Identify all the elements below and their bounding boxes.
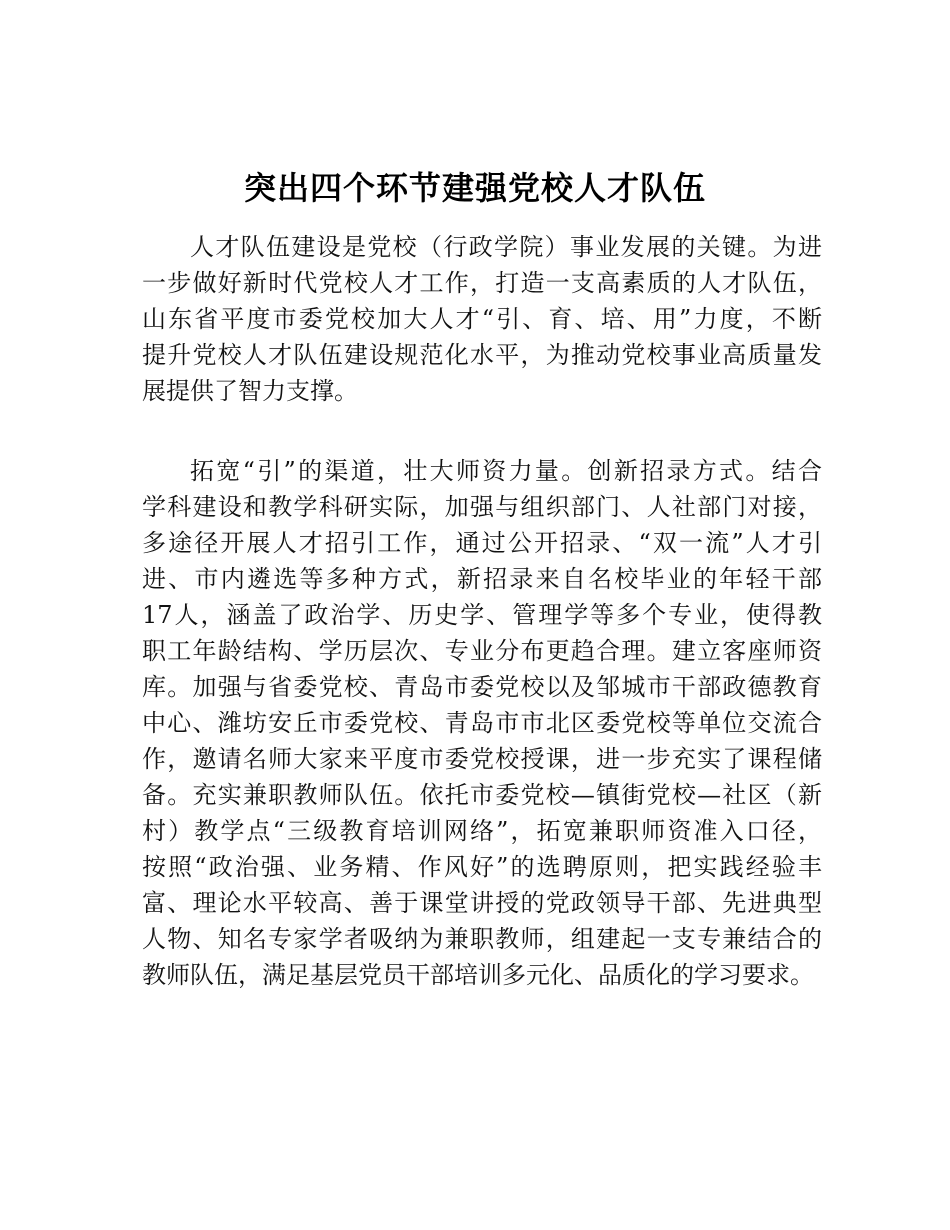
paragraph-recruitment	[142, 453, 822, 993]
paragraph-line: 作，邀请名师大家来平度市委党校授课，进一步充实了课程储	[142, 745, 822, 773]
paragraph-line: 山东省平度市委党校加大人才“引、育、培、用”力度，不断	[142, 305, 822, 333]
paragraph-line: 中心、潍坊安丘市委党校、青岛市市北区委党校等单位交流合	[142, 709, 822, 737]
paragraph-line: 人才队伍建设是党校（行政学院）事业发展的关键。为进	[190, 233, 822, 261]
paragraph-line: 富、理论水平较高、善于课堂讲授的党政领导干部、先进典型	[142, 889, 822, 917]
paragraph-line: 拓宽“引”的渠道，壮大师资力量。创新招录方式。结合	[190, 457, 822, 485]
paragraph-line: 人物、知名专家学者吸纳为兼职教师，组建起一支专兼结合的	[142, 925, 822, 953]
paragraph-line: 学科建设和教学科研实际，加强与组织部门、人社部门对接，	[142, 493, 822, 521]
paragraph-line: 展提供了智力支撑。	[142, 377, 358, 405]
paragraph-line: 备。充实兼职教师队伍。依托市委党校—镇街党校—社区（新	[142, 781, 822, 809]
paragraph-line: 按照“政治强、业务精、作风好”的选聘原则，把实践经验丰	[142, 853, 822, 881]
paragraph-intro	[142, 229, 822, 409]
paragraph-line: 职工年龄结构、学历层次、专业分布更趋合理。建立客座师资	[142, 637, 822, 665]
paragraph-line: 库。加强与省委党校、青岛市委党校以及邹城市干部政德教育	[142, 673, 822, 701]
paragraph-line: 多途径开展人才招引工作，通过公开招录、“双一流”人才引	[142, 529, 822, 557]
paragraph-line: 进、市内遴选等多种方式，新招录来自名校毕业的年轻干部	[142, 565, 822, 593]
paragraph-line: 提升党校人才队伍建设规范化水平，为推动党校事业高质量发	[142, 341, 822, 369]
paragraph-line: 教师队伍，满足基层党员干部培训多元化、品质化的学习要求。	[142, 961, 814, 989]
paragraph-line: 村）教学点“三级教育培训网络”，拓宽兼职师资准入口径，	[142, 817, 822, 845]
paragraph-line: 一步做好新时代党校人才工作，打造一支高素质的人才队伍，	[142, 269, 822, 297]
document-title: 突出四个环节建强党校人才队伍	[243, 169, 706, 207]
paragraph-line: 17人，涵盖了政治学、历史学、管理学等多个专业，使得教	[142, 601, 822, 629]
